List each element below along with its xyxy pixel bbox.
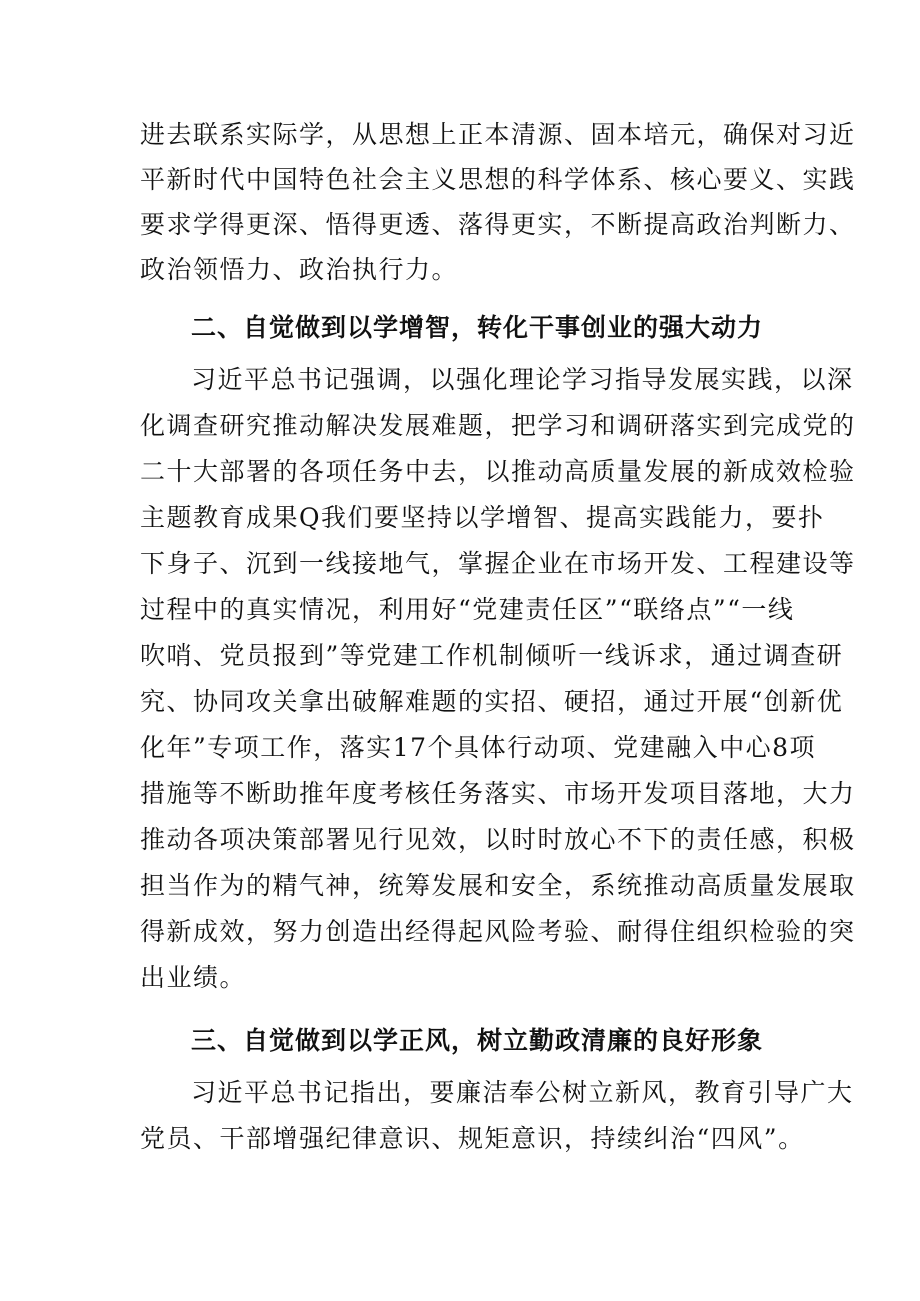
paragraph-line: 下身子、沉到一线接地气，掌握企业在市场开发、工程建设等 (140, 549, 856, 578)
paragraph-line: 二十大部署的各项任务中去，以推动高质量发展的新成效检验 (140, 457, 856, 486)
paragraph-line: 吹哨、党员报到”等党建工作机制倾听一线诉求，通过调查研 (140, 641, 844, 670)
paragraph-line: 化年”专项工作，落实17个具体行动项、党建融入中心8项 (140, 733, 817, 762)
paragraph-line: 习近平总书记强调，以强化理论学习指导发展实践，以深 (191, 365, 854, 394)
paragraph-line: 推动各项决策部署见行见效，以时时放心不下的责任感，积极 (140, 825, 856, 854)
paragraph-line: 党员、干部增强纪律意识、规矩意识，持续纠治“四风”。 (140, 1124, 805, 1153)
paragraph-line: 进去联系实际学，从思想上正本清源、固本培元，确保对习近 (140, 120, 856, 149)
paragraph-line: 究、协同攻关拿出破解难题的实招、硬招，通过开展“创新优 (140, 687, 844, 716)
paragraph-line: 要求学得更深、悟得更透、落得更实，不断提高政治判断力、 (140, 210, 856, 239)
paragraph-line: 过程中的真实情况，利用好“党建责任区”“联络点”“一线 (140, 595, 795, 624)
paragraph-line: 平新时代中国特色社会主义思想的科学体系、核心要义、实践 (140, 165, 856, 194)
paragraph-line: 担当作为的精气神，统筹发展和安全，系统推动高质量发展取 (140, 871, 856, 900)
paragraph-line: 政治领悟力、政治执行力。 (140, 255, 459, 284)
paragraph-line: 化调查研究推动解决发展难题，把学习和调研落实到完成党的 (140, 411, 856, 440)
section-heading-3: 三、自觉做到以学正风，树立勤政清廉的良好形象 (191, 1026, 764, 1055)
paragraph-line: 主题教育成果Q我们要坚持以学增智、提高实践能力，要扑 (140, 503, 825, 532)
section-heading-2: 二、自觉做到以学增智，转化干事创业的强大动力 (191, 313, 764, 342)
paragraph-line: 出业绩。 (140, 963, 247, 992)
paragraph-line: 习近平总书记指出，要廉洁奉公树立新风，教育引导广大 (191, 1078, 854, 1107)
paragraph-line: 措施等不断助推年度考核任务落实、市场开发项目落地，大力 (140, 779, 856, 808)
paragraph-line: 得新成效，努力创造出经得起风险考验、耐得住组织检验的突 (140, 917, 856, 946)
